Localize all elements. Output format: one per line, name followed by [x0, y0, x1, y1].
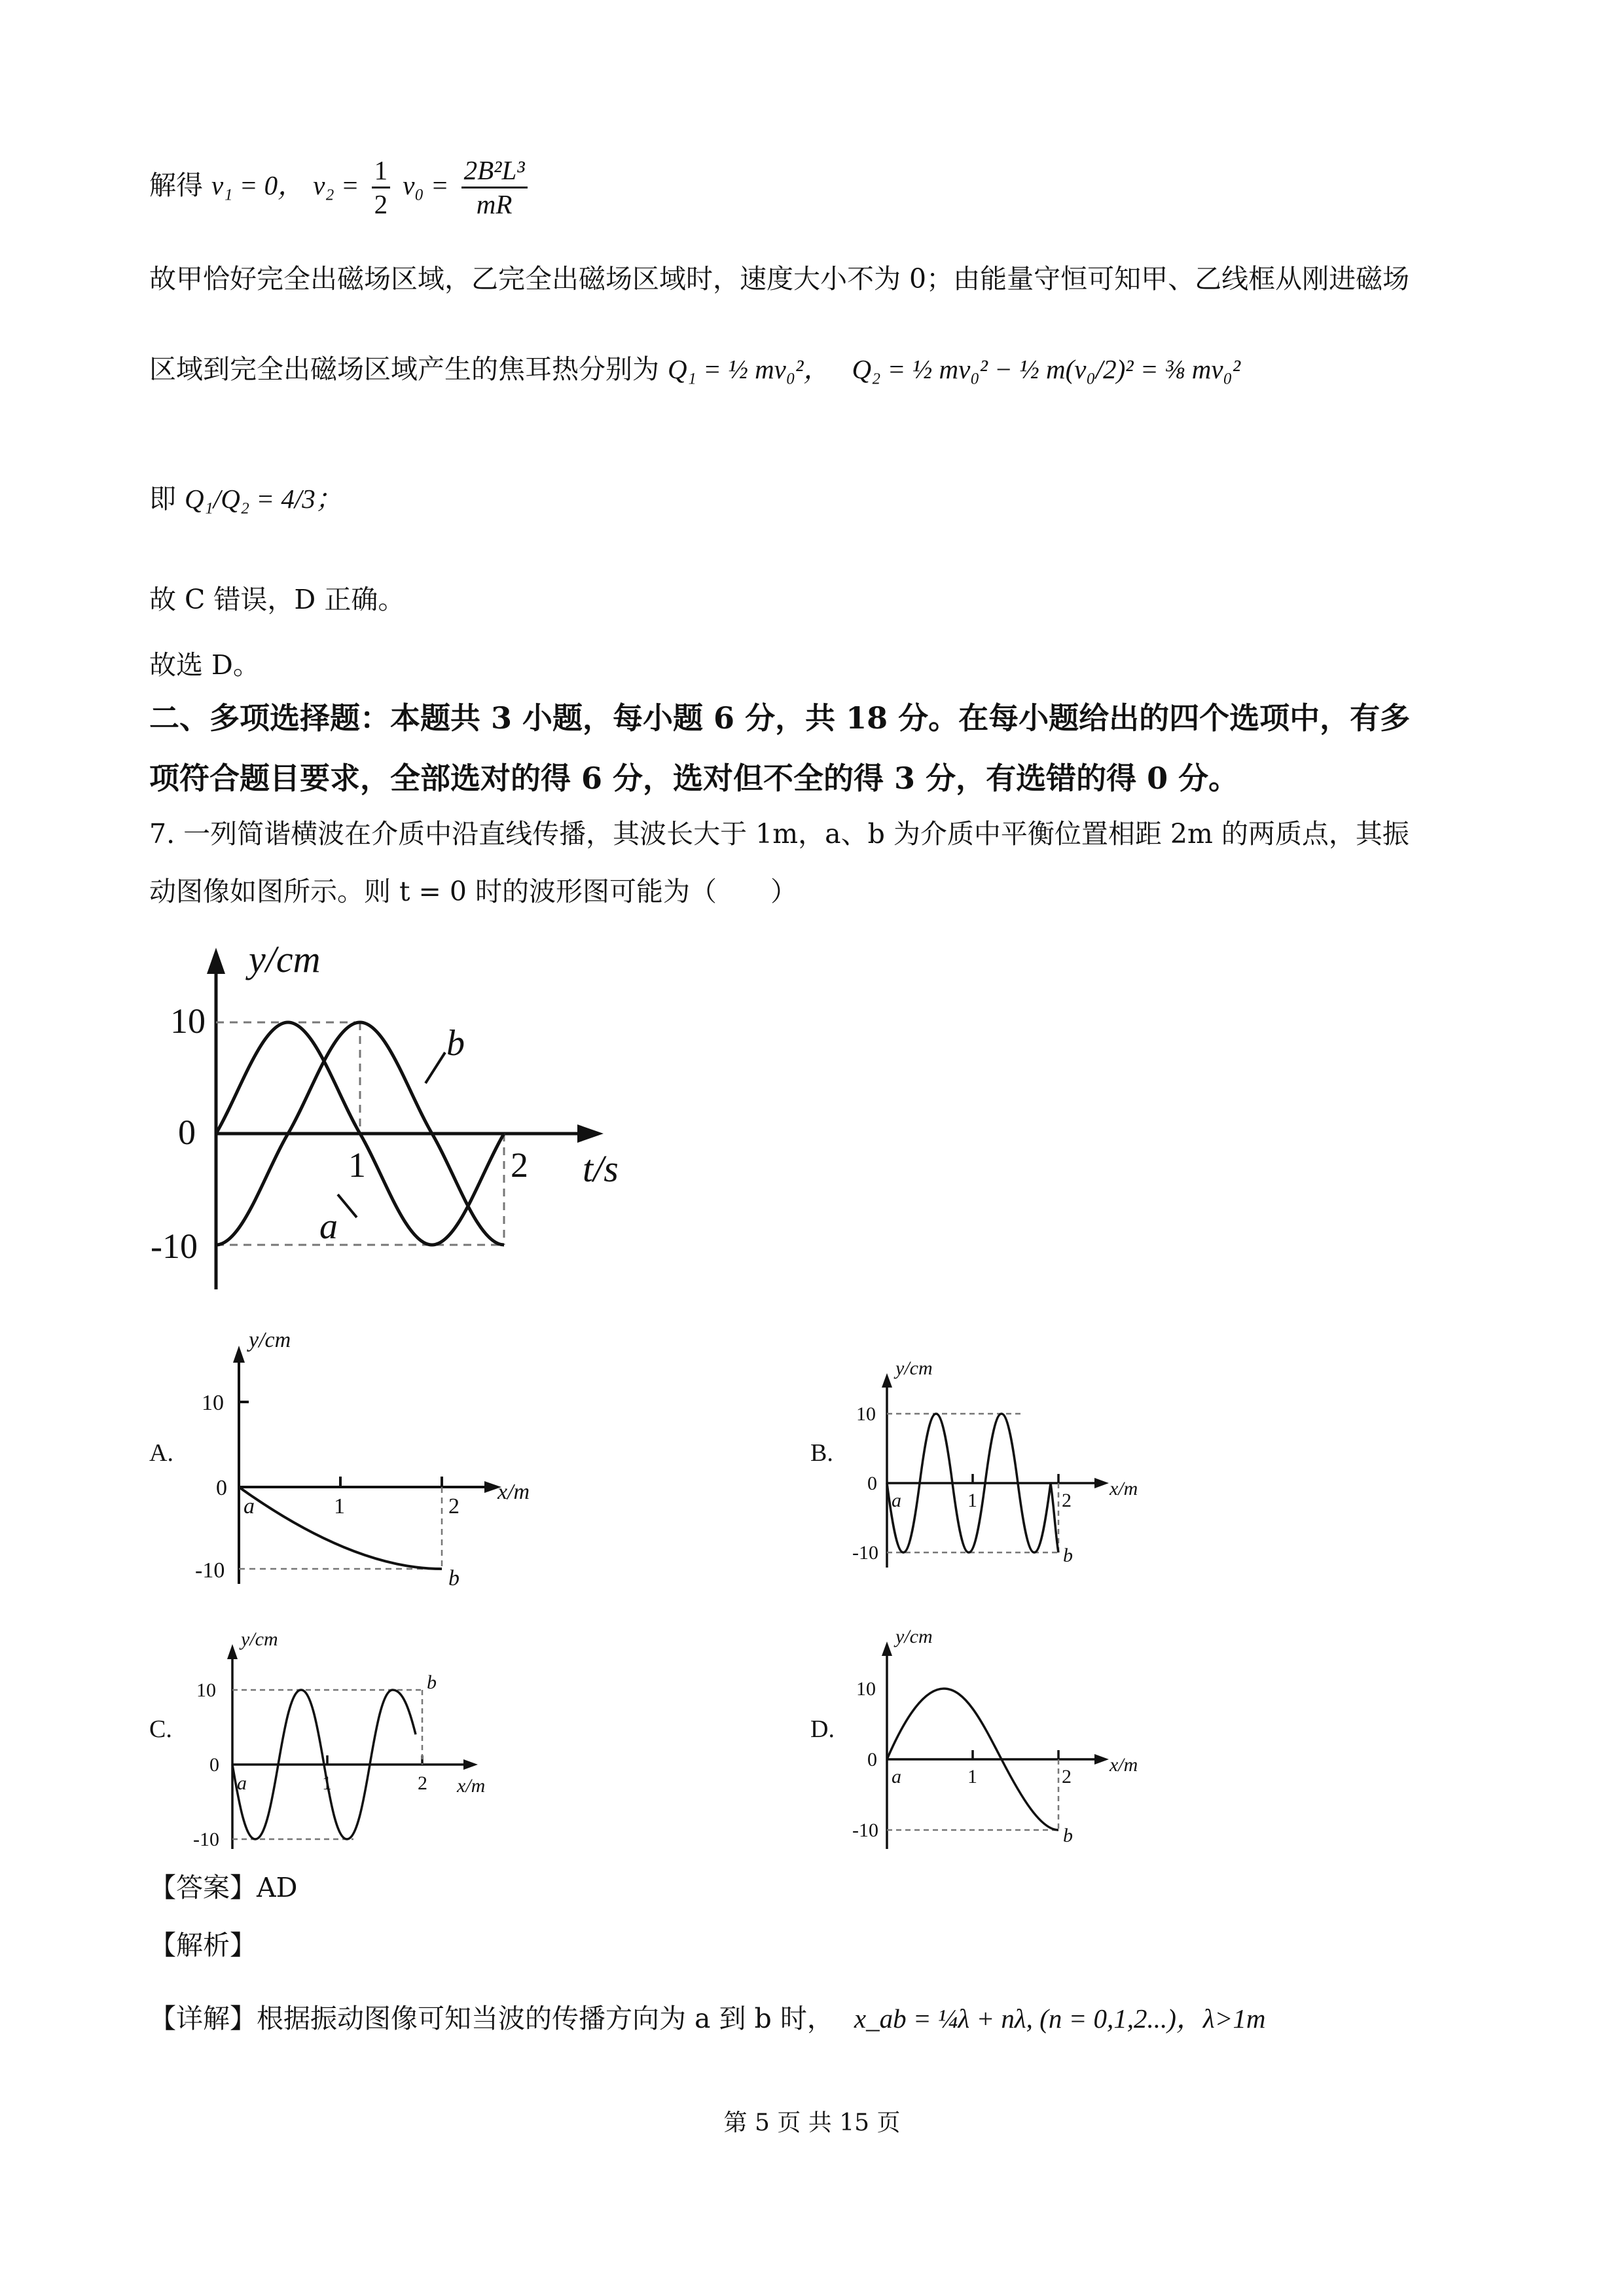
svg-text:a: a: [244, 1494, 255, 1518]
label-a-pointer: [338, 1194, 357, 1217]
svg-text:x/m: x/m: [1110, 1754, 1138, 1776]
detail-formula: x_ab = ¼λ + nλ, (n = 0,1,2...)，λ>1m: [854, 2003, 1266, 2034]
svg-text:a: a: [892, 1766, 901, 1787]
svg-text:2: 2: [1062, 1490, 1072, 1511]
svg-text:x/m: x/m: [1110, 1478, 1138, 1499]
svg-text:2: 2: [418, 1772, 427, 1794]
svg-text:1: 1: [334, 1494, 345, 1518]
label-b: b: [446, 1023, 465, 1064]
question-line-1: 7. 一列简谐横波在介质中沿直线传播，其波长大于 1m，a、b 为介质中平衡位置相距 2m 的两质点，其振: [149, 818, 1409, 850]
svg-text:b: b: [1063, 1825, 1073, 1846]
tick-m10: -10: [151, 1227, 198, 1266]
svg-text:0: 0: [209, 1754, 219, 1776]
q2-formula: Q₂ = ½ mv₀² − ½ m(v₀/2)² = ⅜ mv₀²: [852, 354, 1241, 384]
svg-text:a: a: [237, 1772, 247, 1794]
svg-text:x/m: x/m: [457, 1775, 486, 1797]
half-num: 1: [372, 154, 391, 188]
v2-formula-lhs: v₂ =: [313, 170, 359, 201]
tick-2: 2: [511, 1145, 528, 1185]
svg-text:y/cm: y/cm: [241, 1628, 278, 1650]
svg-text:b: b: [448, 1566, 460, 1590]
solution-line-3: [149, 353, 1240, 386]
ratio-formula: Q₁/Q₂ = 4/3；: [185, 484, 342, 514]
section-header-line-2: 项符合题目要求，全部选对的得 6 分，选对但不全的得 3 分，有选错的得 0 分。: [149, 761, 1239, 796]
svg-text:0: 0: [867, 1749, 877, 1770]
detail-text: 【详解】根据振动图像可知当波的传播方向为 a 到 b 时，: [149, 2003, 834, 2034]
question-line-2: 动图像如图所示。则 t = 0 时的波形图可能为（ ）: [149, 876, 798, 907]
svg-text:1: 1: [967, 1766, 977, 1787]
svg-text:y/cm: y/cm: [249, 1328, 291, 1352]
section-header-line-1: 二、多项选择题：本题共 3 小题，每小题 6 分，共 18 分。在每小题给出的四个选项中，有多: [149, 700, 1411, 736]
solution-text: 区域到完全出磁场区域产生的焦耳热分别为: [149, 353, 659, 385]
option-d-label[interactable]: D.: [810, 1715, 835, 1743]
option-c-label[interactable]: C.: [149, 1715, 172, 1743]
svg-text:10: 10: [856, 1403, 876, 1425]
detail-line: [149, 2003, 1265, 2035]
v0-term: v₀ =: [403, 170, 449, 201]
svg-text:10: 10: [856, 1678, 876, 1700]
svg-text:-10: -10: [852, 1542, 878, 1564]
svg-text:b: b: [1063, 1545, 1073, 1566]
label-b-pointer: [425, 1052, 445, 1083]
svg-text:1: 1: [322, 1772, 332, 1794]
solution-text: 即: [149, 483, 176, 514]
x-axis-label: t/s: [583, 1147, 619, 1190]
label-a: a: [319, 1206, 338, 1247]
svg-text:y/cm: y/cm: [895, 1626, 933, 1647]
svg-text:2: 2: [1062, 1766, 1072, 1787]
svg-text:b: b: [427, 1672, 437, 1693]
solution-line-4: [149, 483, 342, 515]
vibration-graph: [144, 936, 655, 1302]
half-den: 2: [374, 189, 388, 220]
v2-num: 2B²L³: [461, 154, 528, 188]
solution-line-1: [149, 154, 532, 221]
svg-text:-10: -10: [852, 1820, 878, 1841]
page-footer: 第 5 页 共 15 页: [723, 2109, 901, 2136]
solution-text: 解得: [149, 170, 203, 202]
half-fraction: [372, 154, 391, 221]
svg-text:a: a: [892, 1490, 901, 1511]
answer-line: 【答案】AD: [149, 1872, 298, 1903]
svg-text:10: 10: [196, 1679, 216, 1701]
option-b-label[interactable]: B.: [810, 1439, 833, 1467]
v2-den: mR: [476, 189, 513, 220]
svg-text:y/cm: y/cm: [895, 1357, 933, 1379]
v1-formula: v₁ = 0，: [211, 170, 305, 201]
analysis-heading: 【解析】: [149, 1929, 257, 1961]
solution-line-5: 故 C 错误，D 正确。: [149, 584, 405, 615]
svg-text:0: 0: [216, 1476, 227, 1500]
svg-text:10: 10: [202, 1391, 224, 1415]
y-axis-arrow: [207, 948, 225, 974]
svg-text:1: 1: [967, 1490, 977, 1511]
option-c-graph[interactable]: [190, 1623, 504, 1859]
v2-fraction: [461, 154, 528, 221]
option-a-graph[interactable]: [190, 1322, 556, 1597]
y-axis-label: y/cm: [249, 938, 321, 980]
option-b-graph[interactable]: [851, 1355, 1152, 1577]
svg-text:-10: -10: [193, 1829, 219, 1850]
svg-text:2: 2: [448, 1494, 460, 1518]
option-a-label[interactable]: A.: [149, 1439, 173, 1467]
svg-text:0: 0: [867, 1473, 877, 1494]
x-axis-arrow: [577, 1124, 604, 1143]
solution-line-2: 故甲恰好完全出磁场区域，乙完全出磁场区域时，速度大小不为 0；由能量守恒可知甲、乙线框从刚进磁场: [149, 263, 1410, 295]
svg-text:-10: -10: [195, 1558, 225, 1583]
q1-formula: Q₁ = ½ mv₀²，: [668, 354, 831, 384]
tick-1: 1: [348, 1145, 366, 1185]
tick-10: 10: [170, 1001, 206, 1041]
svg-text:x/m: x/m: [497, 1480, 530, 1504]
tick-0: 0: [178, 1113, 196, 1152]
option-d-graph[interactable]: [851, 1623, 1152, 1859]
solution-line-6: 故选 D。: [149, 649, 260, 681]
